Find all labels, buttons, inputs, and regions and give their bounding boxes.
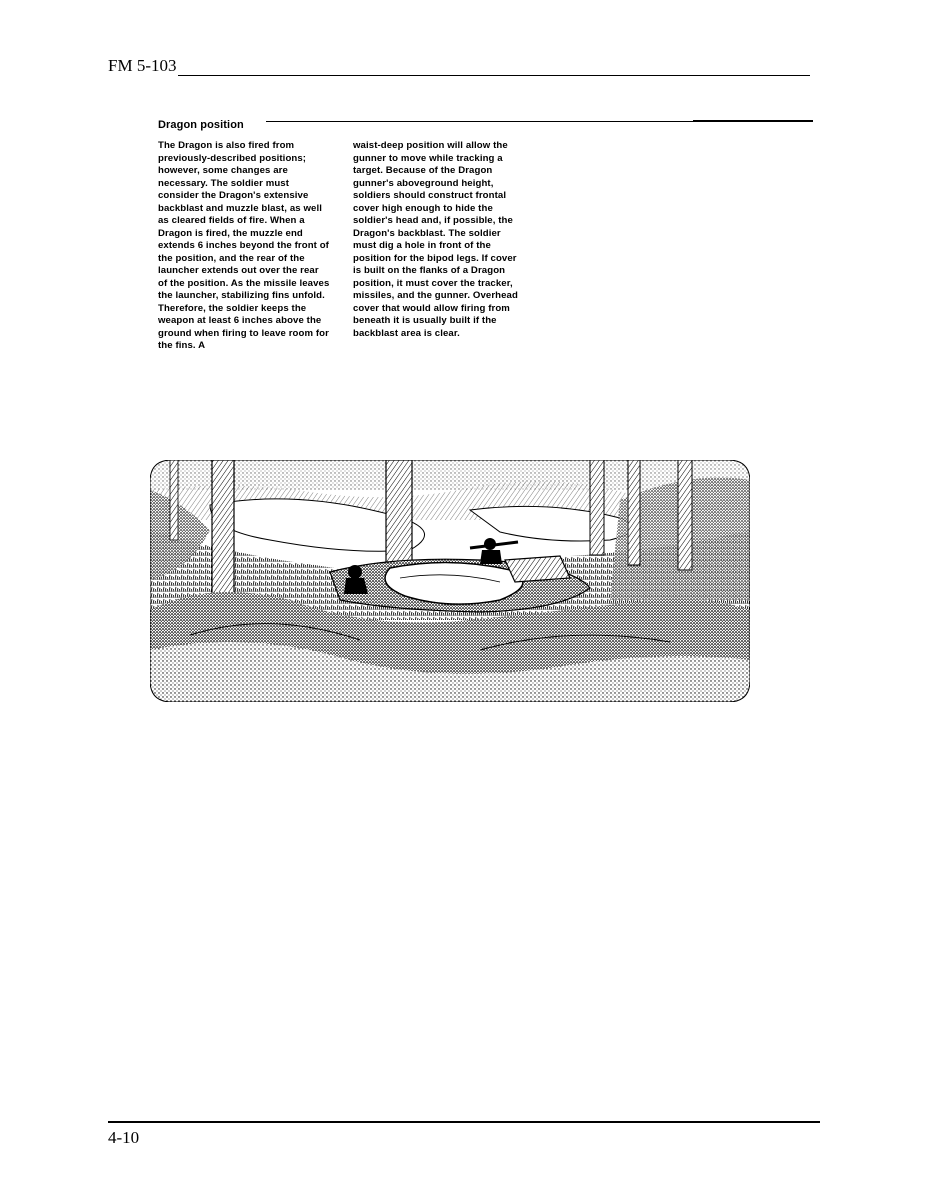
body-text-column-left: The Dragon is also fired from previously-described positions; however, some changes are necessary. The soldier must consider the Dragon's extensive backblast and muzzle blast, as well as cleared fields of fire. When a Dragon is fired, the muzzle end extends 6 inches beyond the front of the position, and the rear of the launcher extends out over the rear of the position. As the missile leaves the launcher, stabilizing fins unfold. Therefore, the soldier keeps the weapon at least 6 inches above the ground when firing to leave room for the fins. A <box>158 140 330 351</box>
heading-rule <box>266 121 746 122</box>
page-number: 4-10 <box>108 1128 140 1147</box>
heading-rule-accent <box>693 120 813 122</box>
document-id: FM 5-103 <box>108 56 177 75</box>
footer-rule <box>108 1121 820 1123</box>
section-title: Dragon position <box>158 119 250 131</box>
dragon-position-illustration <box>150 460 750 702</box>
header-rule <box>108 75 810 76</box>
body-text-column-right: waist-deep position will allow the gunner to move while tracking a target. Because of the Dragon gunner's aboveground height, soldiers should construct frontal cover high enough to hide the soldier's head and, if possible, the Dragon's backblast. The soldier must dig a hole in front of the position for the bipod legs. If cover is built on the flanks of a Dragon position, it must cover the tracker, missiles, and the gunner. Overhead cover that would allow firing from beneath it is usually built if the backblast area is clear. <box>353 140 518 339</box>
section-heading <box>158 115 748 131</box>
page-header <box>108 56 812 76</box>
